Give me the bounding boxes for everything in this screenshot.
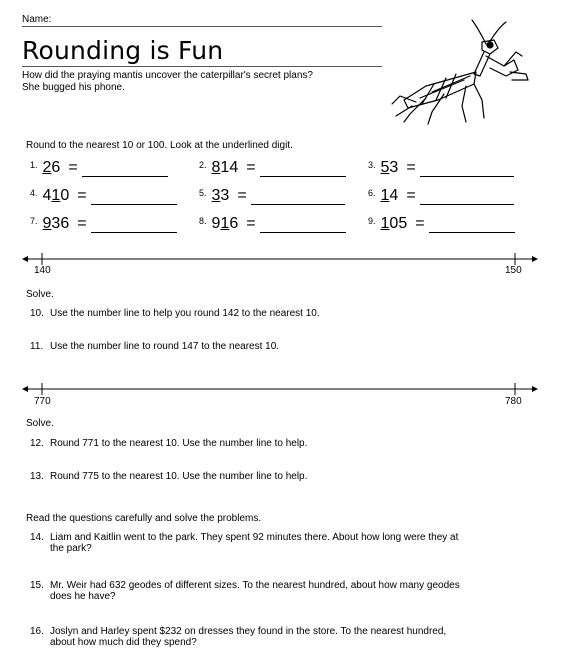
answer-blank[interactable] bbox=[429, 215, 515, 233]
joke bbox=[22, 70, 382, 94]
equals-sign: = bbox=[77, 215, 87, 232]
problem-3 bbox=[368, 159, 514, 177]
word-problems-instruction: Read the questions carefully and solve the problems. bbox=[26, 513, 262, 524]
question-12: 12. Round 771 to the nearest 10. Use the number line to help. bbox=[30, 438, 308, 449]
problem-value: 105 bbox=[380, 215, 408, 232]
equals-sign: = bbox=[415, 215, 425, 232]
problem-number: 7. bbox=[30, 216, 38, 226]
answer-blank[interactable] bbox=[251, 187, 345, 205]
equals-sign: = bbox=[68, 159, 78, 176]
problem-9 bbox=[368, 215, 515, 233]
answer-blank[interactable] bbox=[260, 215, 346, 233]
problem-value: 916 bbox=[211, 215, 239, 232]
answer-blank[interactable] bbox=[420, 187, 514, 205]
equals-sign: = bbox=[246, 159, 256, 176]
solve-label: Solve. bbox=[26, 418, 54, 429]
problem-value: 814 bbox=[211, 159, 239, 176]
question-14: 14. Liam and Kaitlin went to the park. They spent 92 minutes there. About how long were they at the park? bbox=[30, 532, 459, 554]
problem-2 bbox=[199, 159, 346, 177]
name-line bbox=[22, 26, 382, 27]
title-underline bbox=[22, 66, 382, 67]
answer-blank[interactable] bbox=[260, 159, 346, 177]
answer-blank[interactable] bbox=[91, 215, 177, 233]
question-15: 15. Mr. Weir had 632 geodes of different sizes. To the nearest hundred, about how many geodes does he have? bbox=[30, 580, 460, 602]
question-13: 13. Round 775 to the nearest 10. Use the number line to help. bbox=[30, 471, 308, 482]
name-label: Name: bbox=[22, 14, 52, 25]
question-11: 11. Use the number line to round 147 to the nearest 10. bbox=[30, 341, 280, 352]
problem-number: 8. bbox=[199, 216, 207, 226]
praying-mantis-illustration bbox=[386, 14, 536, 126]
equals-sign: = bbox=[406, 187, 416, 204]
answer-blank[interactable] bbox=[82, 159, 168, 177]
problem-value: 26 bbox=[42, 159, 61, 176]
number-line-140-150 bbox=[22, 249, 538, 273]
problem-number: 5. bbox=[199, 188, 207, 198]
problem-7 bbox=[30, 215, 177, 233]
equals-sign: = bbox=[246, 215, 256, 232]
question-16: 16. Joslyn and Harley spent $232 on dresses they found in the store. To the nearest hundred, about how much did they spend? bbox=[30, 626, 447, 648]
problem-value: 410 bbox=[42, 187, 70, 204]
worksheet-title: Rounding is Fun bbox=[22, 36, 224, 65]
equals-sign: = bbox=[406, 159, 416, 176]
problem-number: 1. bbox=[30, 160, 38, 170]
problem-value: 33 bbox=[211, 187, 230, 204]
joke-answer: She bugged his phone. bbox=[22, 82, 125, 93]
rounding-instruction: Round to the nearest 10 or 100. Look at the underlined digit. bbox=[26, 140, 293, 151]
answer-blank[interactable] bbox=[91, 187, 177, 205]
number-line-right-label: 780 bbox=[505, 396, 522, 407]
problem-8 bbox=[199, 215, 346, 233]
problem-number: 2. bbox=[199, 160, 207, 170]
number-line-770-780 bbox=[22, 379, 538, 403]
equals-sign: = bbox=[77, 187, 87, 204]
problem-number: 6. bbox=[368, 188, 376, 198]
equals-sign: = bbox=[237, 187, 247, 204]
problem-value: 53 bbox=[380, 159, 399, 176]
number-line-right-label: 150 bbox=[505, 265, 522, 276]
problem-4 bbox=[30, 187, 177, 205]
number-line-left-label: 140 bbox=[34, 265, 51, 276]
problem-5 bbox=[199, 187, 345, 205]
problem-number: 3. bbox=[368, 160, 376, 170]
problem-number: 9. bbox=[368, 216, 376, 226]
problem-value: 14 bbox=[380, 187, 399, 204]
problem-6 bbox=[368, 187, 514, 205]
answer-blank[interactable] bbox=[420, 159, 514, 177]
problem-value: 936 bbox=[42, 215, 70, 232]
problem-1 bbox=[30, 159, 168, 177]
question-10: 10. Use the number line to help you round 142 to the nearest 10. bbox=[30, 308, 320, 319]
solve-label: Solve. bbox=[26, 289, 54, 300]
problem-number: 4. bbox=[30, 188, 38, 198]
joke-question: How did the praying mantis uncover the caterpillar's secret plans? bbox=[22, 70, 313, 81]
number-line-left-label: 770 bbox=[34, 396, 51, 407]
